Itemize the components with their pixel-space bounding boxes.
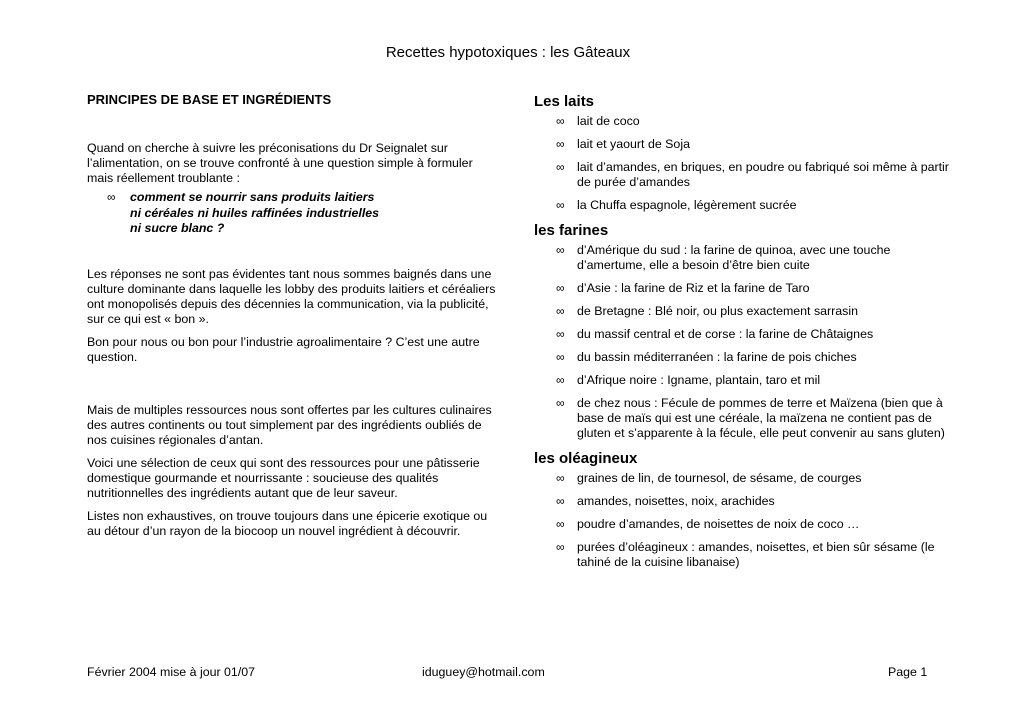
- infinity-bullet-icon: ∞: [556, 327, 565, 341]
- list-item: ∞ d’Afrique noire : Igname, plantain, taro et mil: [556, 373, 821, 387]
- question-line: comment se nourrir sans produits laitiers: [130, 190, 375, 204]
- infinity-bullet-icon: ∞: [556, 540, 565, 554]
- industry-paragraph: Bon pour nous ou bon pour l’industrie agroalimentaire ? C’est une autre question.: [87, 334, 480, 364]
- list-item: ∞ poudre d’amandes, de noisettes de noix de coco …: [556, 517, 860, 531]
- infinity-bullet-icon: ∞: [556, 281, 565, 295]
- question-line: ni céréales ni huiles raffinées industrielles: [130, 205, 380, 220]
- infinity-bullet-icon: ∞: [556, 350, 565, 364]
- section-title-flours: les farines: [534, 222, 609, 239]
- answers-paragraph: Les réponses ne sont pas évidentes tant nous sommes baignés dans une culture dominante dans laquelle les lobby des produits laitiers et céréaliers ont monopolisés depuis des décennies la communication, via la publicité, sur ce qui est « bon ».: [87, 266, 496, 326]
- infinity-bullet-icon: ∞: [556, 494, 565, 508]
- list-item: ∞ de Bretagne : Blé noir, ou plus exactement sarrasin: [556, 304, 859, 318]
- principles-heading: PRINCIPES DE BASE ET INGRÉDIENTS: [87, 92, 332, 107]
- infinity-bullet-icon: ∞: [556, 137, 565, 151]
- question-bullet: [107, 190, 497, 237]
- infinity-bullet-icon: ∞: [556, 243, 565, 257]
- infinity-bullet-icon: ∞: [107, 190, 116, 204]
- infinity-bullet-icon: ∞: [556, 373, 565, 387]
- list-item: ∞ la Chuffa espagnole, légèrement sucrée: [556, 198, 797, 212]
- list-item: ∞ de chez nous : Fécule de pommes de terre et Maïzena (bien que à base de maïs qui est une céréale, la maïzena ne contient pas de gluten et s’apparente à la fécule, elle peut convenir au sans gluten): [556, 396, 945, 440]
- list-item: ∞ du bassin méditerranéen : la farine de pois chiches: [556, 350, 857, 364]
- infinity-bullet-icon: ∞: [556, 471, 565, 485]
- infinity-bullet-icon: ∞: [556, 160, 565, 174]
- intro-paragraph: Quand on cherche à suivre les préconisations du Dr Seignalet sur l’alimentation, on se trouve confronté à une question simple à formuler mais réellement troublante :: [87, 141, 473, 185]
- list-item: ∞ amandes, noisettes, noix, arachides: [556, 494, 775, 508]
- infinity-bullet-icon: ∞: [556, 198, 565, 212]
- lists-paragraph: Listes non exhaustives, on trouve toujours dans une épicerie exotique ou au détour d’un rayon de la biocoop un nouvel ingrédient à découvrir.: [87, 508, 488, 538]
- flours-list: [534, 243, 954, 441]
- footer-date: Février 2004 mise à jour 01/07: [87, 665, 256, 679]
- infinity-bullet-icon: ∞: [556, 304, 565, 318]
- left-column: [87, 92, 497, 547]
- footer-email: iduguey@hotmail.com: [422, 665, 545, 679]
- milks-list: [534, 114, 954, 213]
- oilseeds-list: [534, 471, 954, 570]
- right-column: [534, 93, 954, 579]
- infinity-bullet-icon: ∞: [556, 517, 565, 531]
- infinity-bullet-icon: ∞: [556, 396, 565, 410]
- list-item: ∞ graines de lin, de tournesol, de sésame, de courges: [556, 471, 862, 485]
- infinity-bullet-icon: ∞: [556, 114, 565, 128]
- section-title-milks: Les laits: [534, 93, 595, 110]
- question-line: ni sucre blanc ?: [130, 221, 225, 235]
- list-item: ∞ lait de coco: [556, 114, 640, 128]
- list-item: ∞ du massif central et de corse : la farine de Châtaignes: [556, 327, 874, 341]
- footer-page-number: Page 1: [888, 665, 928, 679]
- question-text: [130, 190, 379, 237]
- selection-paragraph: Voici une sélection de ceux qui sont des ressources pour une pâtisserie domestique gourmande et nourrissante : soucieuse des qualités nutritionnelles des ingrédients autant que de leur saveur.: [87, 455, 480, 500]
- list-item: ∞ d’Amérique du sud : la farine de quinoa, avec une touche d’amertume, elle a besoin d’être bien cuite: [556, 243, 891, 272]
- section-title-oilseeds: les oléagineux: [534, 450, 638, 467]
- list-item: ∞ purées d’oléagineux : amandes, noisettes, et bien sûr sésame (le tahiné de la cuisine libanaise): [556, 540, 935, 569]
- list-item: ∞ d’Asie : la farine de Riz et la farine de Taro: [556, 281, 810, 295]
- page-title: Recettes hypotoxiques : les Gâteaux: [385, 44, 631, 61]
- resources-paragraph: Mais de multiples ressources nous sont offertes par les cultures culinaires des autres continents ou tout simplement par des ingrédients oubliés de nos cuisines régionales d’antan.: [87, 402, 492, 447]
- list-item: ∞ lait et yaourt de Soja: [556, 137, 690, 151]
- list-item: ∞ lait d’amandes, en briques, en poudre ou fabriqué soi même à partir de purée d’amandes: [556, 160, 949, 189]
